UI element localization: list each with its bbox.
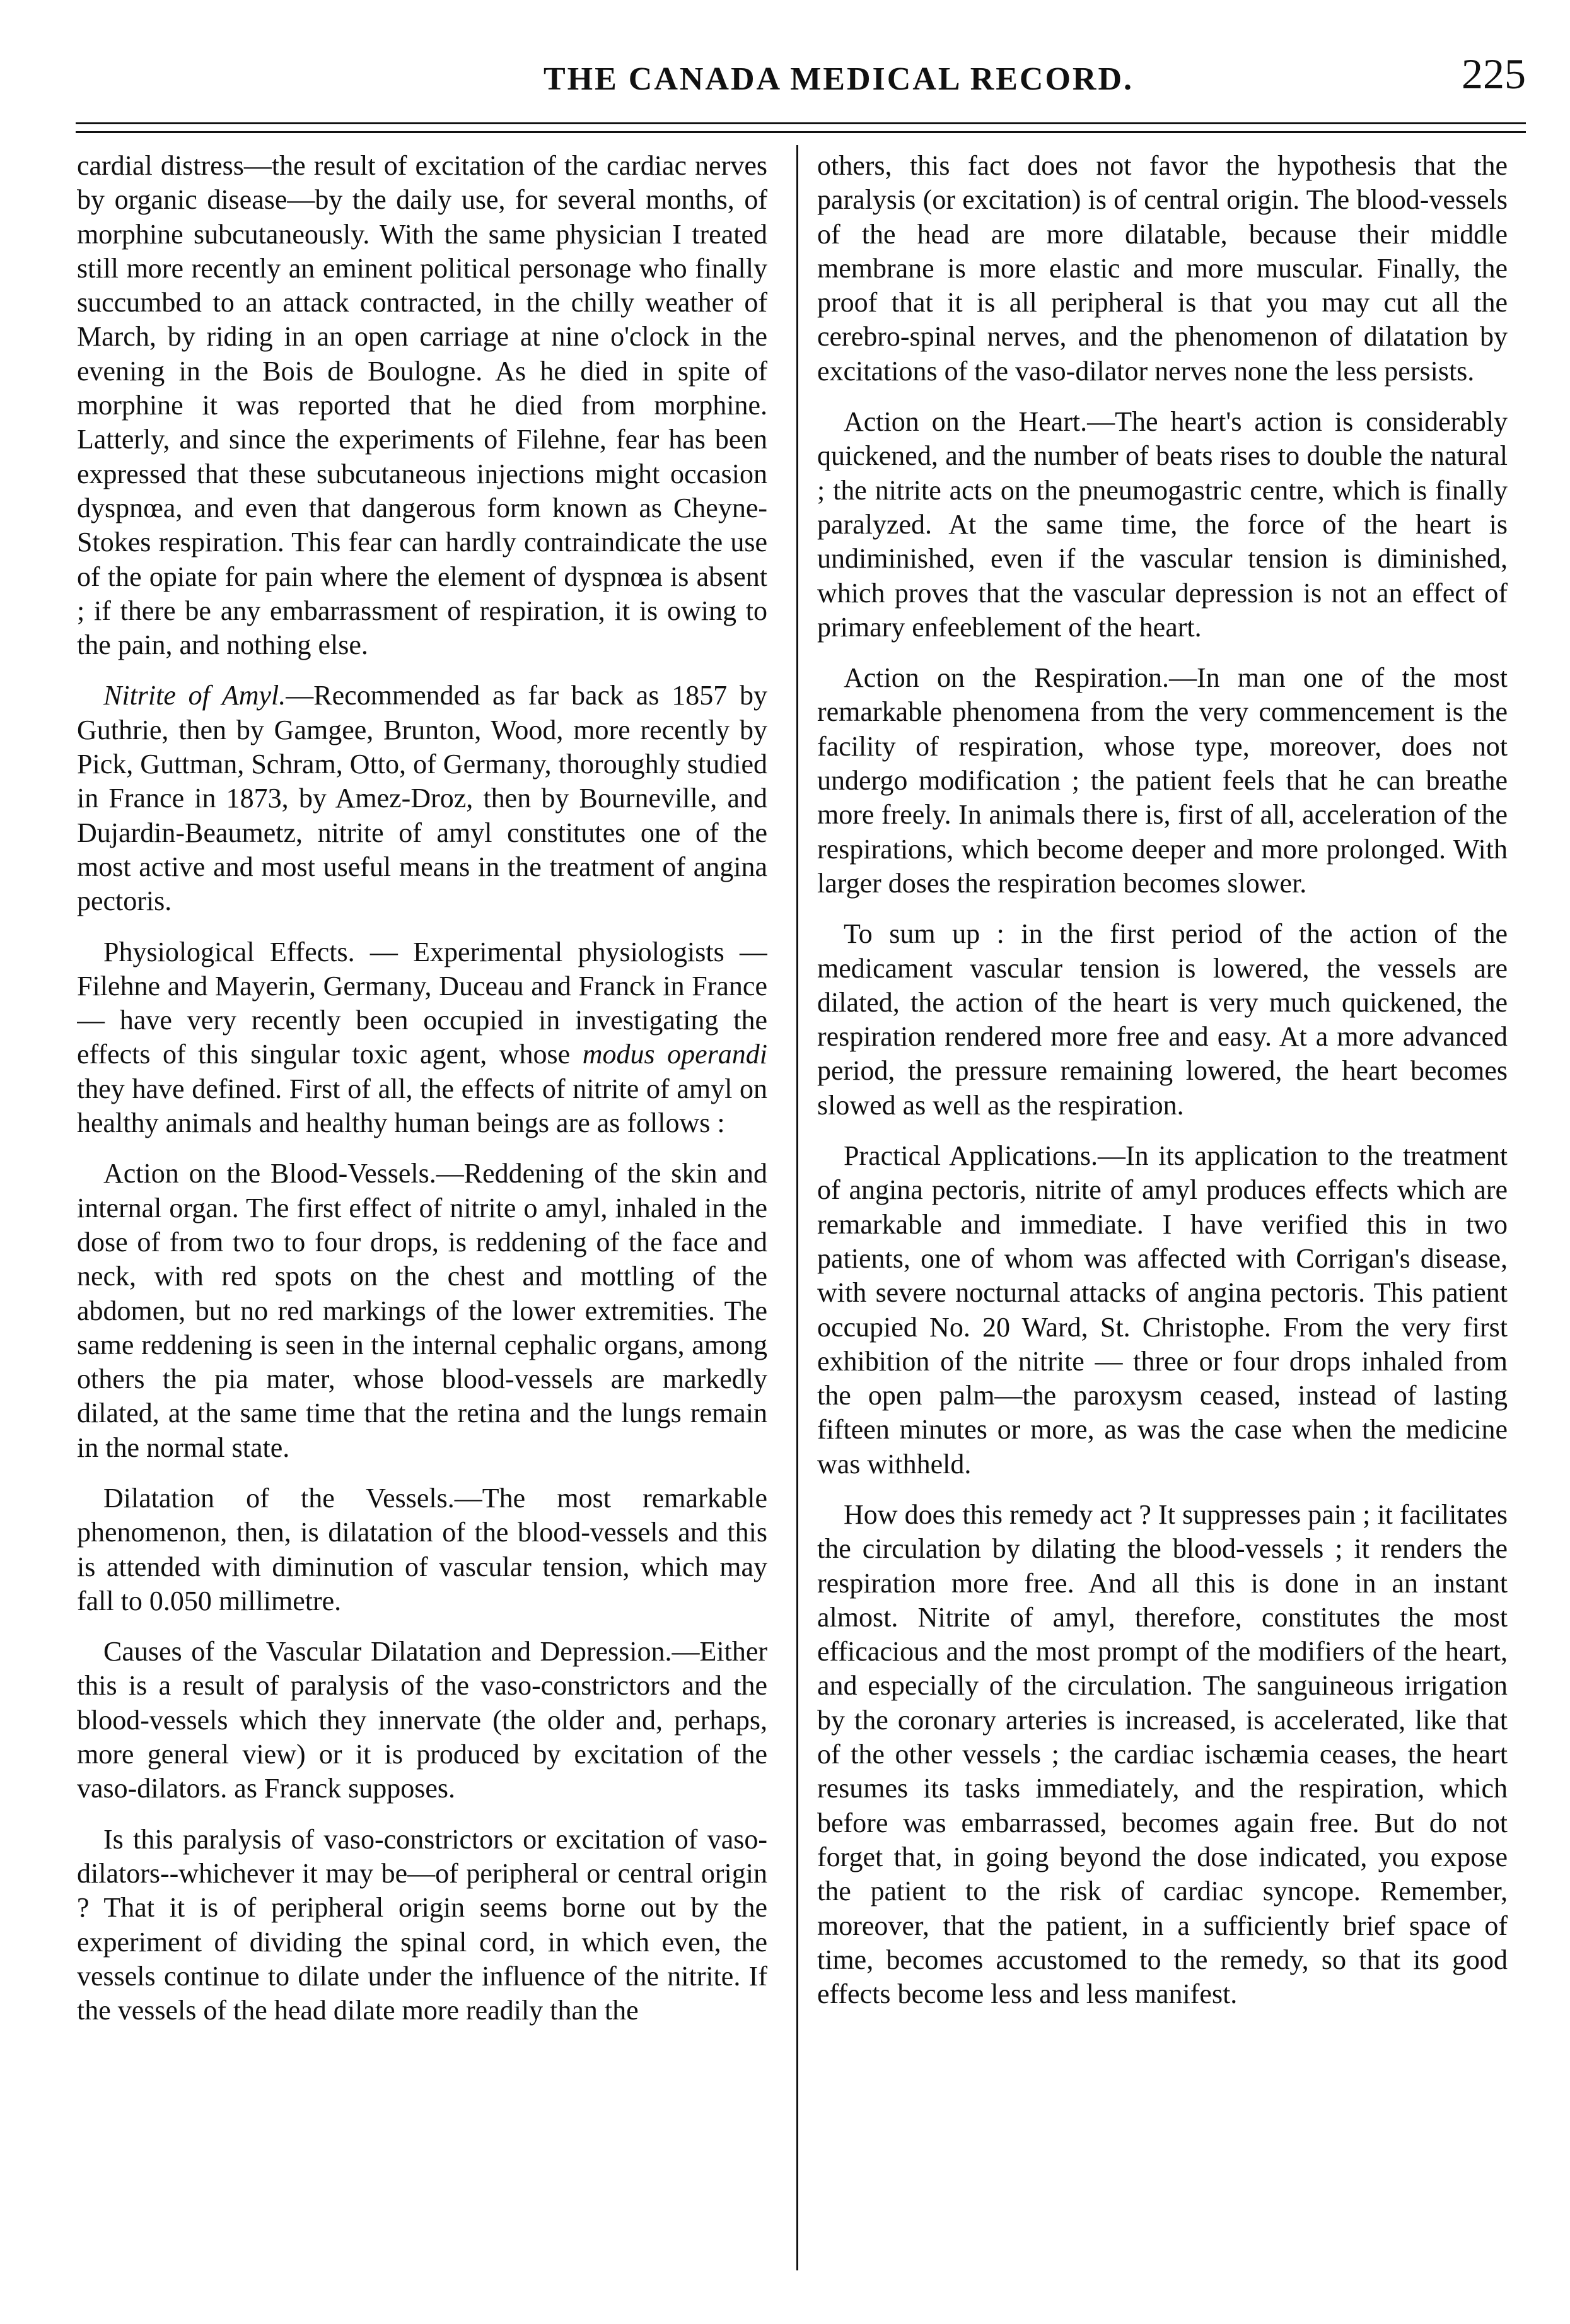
paragraph-action-on-blood-vessels: Action on the Blood-Vessels.—Reddening of the skin and internal organ. The first effect of nitrite o amyl, inhaled in the dose of from two to four drops, is reddening of the face and neck, with red spots on the chest and mottling of the abdomen, but no red markings of the lower extremities. The same reddening is seen in the internal cephalic organs, among others the pia mater, whose blood-vessels are markedly dilated, at the same time that the retina and the lungs remain in the normal state.	[77, 1158, 767, 1463]
left-column	[77, 149, 767, 2306]
running-header	[76, 49, 1526, 119]
header-rule-top	[76, 122, 1526, 124]
right-column	[817, 149, 1508, 2306]
page-number: 225	[1462, 50, 1526, 98]
paragraph-text: Physiological Effects. — Experimental physiologists — Filehne and Mayerin, Germany, Duceau and Franck in France— have very recently been occupied in investigating the effects of this singular toxic agent, whose	[77, 936, 767, 1070]
paragraph-action-on-respiration: Action on the Respiration.—In man one of the most remarkable phenomena from the very commencement is the facility of respiration, whose type, moreover, does not undergo modification ; the patient feels that he can breathe more freely. In animals there is, first of all, acceleration of the respirations, which become deeper and more prolonged. With larger doses the respiration becomes slower.	[817, 662, 1508, 899]
paragraph-action-on-heart: Action on the Heart.—The heart's action is considerably quickened, and the number of beats rises to double the natural ; the nitrite acts on the pneumogastric centre, which is finally paralyzed. At the same time, the force of the heart is undiminished, even if the vascular tension is diminished, which proves that the vascular depression is not an effect of primary enfeeblement of the heart.	[817, 406, 1508, 643]
paragraph-practical-applications: Practical Applications.—In its application to the treatment of angina pectoris, nitrite of amyl produces effects which are remarkable and immediate. I have verified this in two patients, one of whom was affected with Corrigan's disease, with severe nocturnal attacks of angina pectoris. This patient occupied No. 20 Ward, St. Christophe. From the very first exhibition of the nitrite — three or four drops inhaled from the open palm—the paroxysm ceased, instead of lasting fifteen minutes or more, as was the case when the medicine was withheld.	[817, 1140, 1508, 1480]
paragraph-sum-up: To sum up : in the first period of the action of the medicament vascular tension is lowered, the vessels are dilated, the action of the heart is very much quickened, the respiration rendered more free and easy. At a more advanced period, the pressure remaining lowered, the heart becomes slowed as well as the respiration.	[817, 918, 1508, 1121]
column-divider	[796, 145, 798, 2270]
paragraph-text: —Recommended as far back as 1857 by Guthrie, then by Gamgee, Brunton, Wood, more recently by Pick, Guttman, Schram, Otto, of Germany, thoroughly studied in France in 1873, by Amez-Droz, then by Bourneville, and Dujardin-Beaumetz, nitrite of amyl constitutes one of the most active and most useful means in the treatment of angina pectoris.	[77, 680, 767, 917]
italic-modus-operandi: modus operandi	[582, 1039, 767, 1070]
section-heading-nitrite-of-amyl: Nitrite of Amyl.	[103, 680, 286, 711]
paragraph-dilatation-of-vessels: Dilatation of the Vessels.—The most remarkable phenomenon, then, is dilatation of the blood-vessels and this is attended with diminution of vascular tension, which may fall to 0.050 millimetre.	[77, 1482, 767, 1616]
paragraph-continued-cardial-distress: cardial distress—the result of excitation of the cardiac nerves by organic disease—by the daily use, for several months, of morphine subcutaneously. With the same physician I treated still more recently an eminent political personage who finally succumbed to an attack contracted, in the chilly weather of March, by riding in an open carriage at nine o'clock in the evening in the Bois de Boulogne. As he died in spite of morphine it was reported that he died from morphine. Latterly, and since the experiments of Filehne, fear has been expressed that these subcutaneous injections might occasion dyspnœa, and even that dangerous form known as Cheyne-Stokes respiration. This fear can hardly contraindicate the use of the opiate for pain where the element of dyspnœa is absent ; if there be any embarrassment of respiration, it is owing to the pain, and nothing else.	[77, 150, 767, 661]
paragraph-nitrite-of-amyl	[77, 679, 767, 918]
paragraph-text: they have defined. First of all, the effects of nitrite of amyl on healthy animals and healthy human beings are as follows :	[77, 1073, 767, 1139]
paragraph-physiological-effects	[77, 935, 767, 1141]
header-rule-bottom	[76, 131, 1526, 133]
paragraph-continued-others: others, this fact does not favor the hypothesis that the paralysis (or excitation) is of central origin. The blood-vessels of the head are more dilatable, because their middle membrane is more elastic and more muscular. Finally, the proof that it is all peripheral is that you may cut all the cerebro-spinal nerves, and the phenomenon of dilatation by excitations of the vaso-dilator nerves none the less persists.	[817, 150, 1508, 387]
paragraph-causes-of-dilatation: Causes of the Vascular Dilatation and Depression.—Either this is a result of paralysis of the vaso-constrictors and the blood-vessels which they innervate (the older and, perhaps, more general view) or it is produced by excitation of the vaso-dilators. as Franck supposes.	[77, 1636, 767, 1804]
paragraph-how-does-remedy-act: How does this remedy act ? It suppresses pain ; it facilitates the circulation by dilating the blood-vessels ; it renders the respiration more free. And all this is done in an instant almost. Nitrite of amyl, therefore, constitutes the most efficacious and the most prompt of the modifiers of the heart, and especially of the circulation. The sanguineous irrigation by the coronary arteries is increased, is accelerated, like that of the other vessels ; the cardiac ischæmia ceases, the heart resumes its tasks immediately, and the respiration, which before was embarrassed, becomes again free. But do not forget that, in going beyond the dose indicated, you expose the patient to the risk of cardiac syncope. Remember, moreover, that the patient, in a sufficiently brief space of time, becomes accustomed to the remedy, so that its good effects become less and less manifest.	[817, 1498, 1508, 2010]
journal-title: THE CANADA MEDICAL RECORD.	[543, 61, 1134, 97]
paragraph-paralysis-or-excitation: Is this paralysis of vaso-constrictors or excitation of vaso-dilators--whichever it may be—of peripheral or central origin ? That it is of peripheral origin seems borne out by the experiment of dividing the spinal cord, in which even, the vessels continue to dilate under the influence of the nitrite. If the vessels of the head dilate more readily than the	[77, 1823, 767, 2026]
